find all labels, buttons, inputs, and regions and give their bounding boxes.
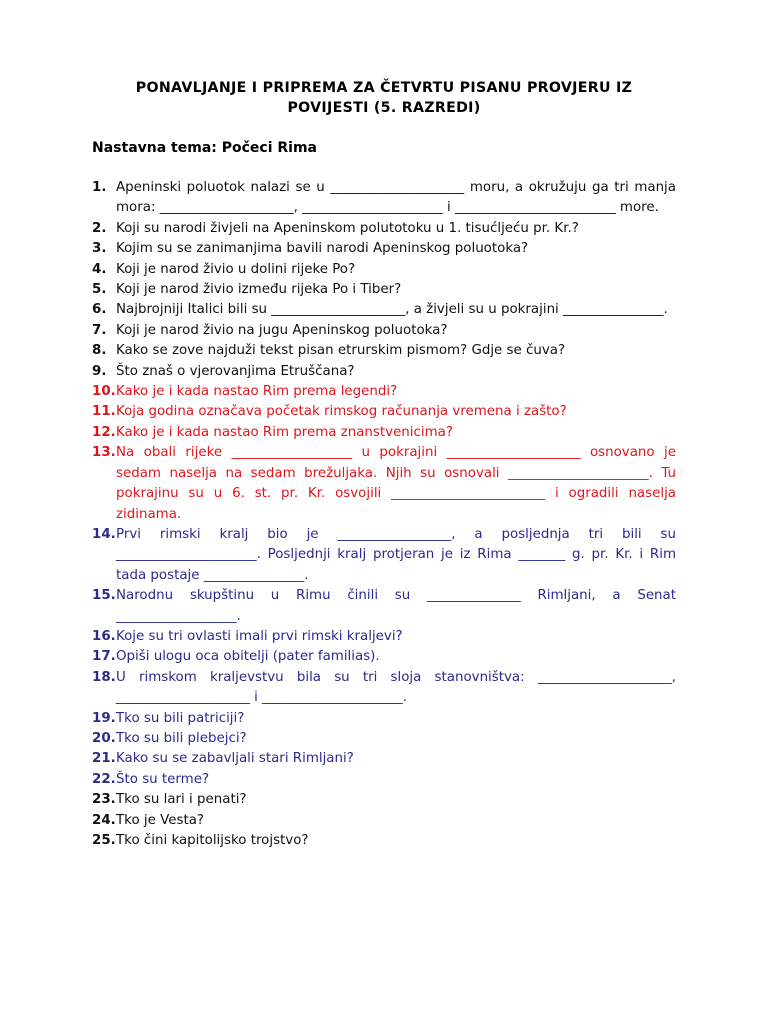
question-item xyxy=(0,423,768,443)
question-number: 20. xyxy=(92,730,116,746)
question-text: Opiši ulogu oca obitelji (pater familias). xyxy=(116,649,380,665)
question-number: 18. xyxy=(92,669,116,685)
question-item xyxy=(0,831,768,851)
question-list xyxy=(0,178,768,851)
question-text: Tko je Vesta? xyxy=(116,812,205,828)
question-number: 15. xyxy=(92,588,116,604)
question-number: 11. xyxy=(92,404,116,420)
question-item xyxy=(0,709,768,729)
question-text: Koja godina označava početak rimskog računanja vremena i zašto? xyxy=(116,404,567,420)
question-number: 7. xyxy=(92,322,107,338)
question-text: Prvi rimski kralj bio je _________________, a posljednja tri bili su _____________________. Posljednji kralj protjeran je iz Rima _______ g. pr. Kr. i Rim tada postaje _______________. xyxy=(116,526,676,583)
question-number: 10. xyxy=(92,384,116,400)
question-number: 4. xyxy=(92,261,107,277)
question-number: 8. xyxy=(92,343,107,359)
question-item xyxy=(0,382,768,402)
question-item xyxy=(0,729,768,749)
question-text: Što su terme? xyxy=(116,771,210,787)
question-text: Koji je narod živio na jugu Apeninskog poluotoka? xyxy=(116,322,448,338)
question-number: 3. xyxy=(92,241,107,257)
question-number: 17. xyxy=(92,649,116,665)
question-text: Kako je i kada nastao Rim prema legendi? xyxy=(116,384,398,400)
question-text: Tko čini kapitolijsko trojstvo? xyxy=(116,833,309,848)
question-text: Tko su lari i penati? xyxy=(116,792,247,808)
question-number: 6. xyxy=(92,302,107,318)
question-text: Narodnu skupštinu u Rimu činili su ______________ Rimljani, a Senat __________________. xyxy=(116,588,676,624)
question-text: Koji su narodi živjeli na Apeninskom polutotoku u 1. tisućljeću pr. Kr.? xyxy=(116,220,579,236)
question-text: Koji je narod živio u dolini rijeke Po? xyxy=(116,261,356,277)
question-item xyxy=(0,749,768,769)
question-item xyxy=(0,239,768,259)
question-item xyxy=(0,770,768,790)
question-number: 22. xyxy=(92,771,116,787)
question-number: 19. xyxy=(92,710,116,726)
question-text: Tko su bili patriciji? xyxy=(116,710,245,726)
question-text: Apeninski poluotok nalazi se u ____________________ moru, a okružuju ga tri manja mora: ____________________, _____________________ i ________________________ more. xyxy=(116,180,676,216)
question-item xyxy=(0,790,768,810)
question-item xyxy=(0,321,768,341)
question-item xyxy=(0,627,768,647)
topic-heading: Nastavna tema: Počeci Rima xyxy=(92,140,318,156)
question-text: Kako su se zabavljali stari Rimljani? xyxy=(116,751,354,767)
question-item xyxy=(0,280,768,300)
question-item xyxy=(0,586,768,627)
question-item xyxy=(0,219,768,239)
question-number: 5. xyxy=(92,282,107,298)
question-text: Što znaš o vjerovanjima Etruščana? xyxy=(116,363,355,379)
question-text: Kako je i kada nastao Rim prema znanstvenicima? xyxy=(116,424,453,440)
question-text: Na obali rijeke __________________ u pokrajini ____________________ osnovano je sedam naselja na sedam brežuljaka. Njih su osnovali _____________________. Tu pokrajinu su u 6. st. pr. Kr. osvojili _______________________ i ogradili naselja zidinama. xyxy=(116,445,676,522)
question-number: 12. xyxy=(92,424,116,440)
question-item xyxy=(0,647,768,667)
document-title: PONAVLJANJE I PRIPREMA ZA ČETVRTU PISANU PROVJERU IZ POVIJESTI (5. RAZREDI) xyxy=(135,80,633,116)
question-item xyxy=(0,402,768,422)
question-number: 16. xyxy=(92,628,116,644)
question-text: Kako se zove najduži tekst pisan etrurskim pismom? Gdje se čuva? xyxy=(116,343,566,359)
question-number: 1. xyxy=(92,180,107,195)
question-number: 9. xyxy=(92,363,107,379)
question-item xyxy=(0,341,768,361)
question-number: 23. xyxy=(92,792,116,808)
question-number: 2. xyxy=(92,220,107,236)
question-item xyxy=(0,525,768,586)
question-item xyxy=(0,443,768,525)
question-item xyxy=(0,260,768,280)
question-number: 14. xyxy=(92,526,116,542)
question-number: 21. xyxy=(92,751,116,767)
question-item xyxy=(0,300,768,320)
question-number: 25. xyxy=(92,833,116,848)
question-item xyxy=(0,362,768,382)
question-item xyxy=(0,811,768,831)
question-text: Kojim su se zanimanjima bavili narodi Apeninskog poluotoka? xyxy=(116,241,529,257)
question-item xyxy=(0,178,768,219)
question-text: Koje su tri ovlasti imali prvi rimski kraljevi? xyxy=(116,628,403,644)
question-item xyxy=(0,668,768,709)
question-text: U rimskom kraljevstvu bila su tri sloja stanovništva: ____________________, ____________________ i _____________________. xyxy=(116,669,676,706)
question-text: Koji je narod živio između rijeka Po i Tiber? xyxy=(116,282,402,298)
question-number: 24. xyxy=(92,812,116,828)
question-text: Najbrojniji Italici bili su ____________________, a živjeli su u pokrajini _______________. xyxy=(116,302,668,318)
question-number: 13. xyxy=(92,445,116,461)
question-text: Tko su bili plebejci? xyxy=(116,730,247,746)
